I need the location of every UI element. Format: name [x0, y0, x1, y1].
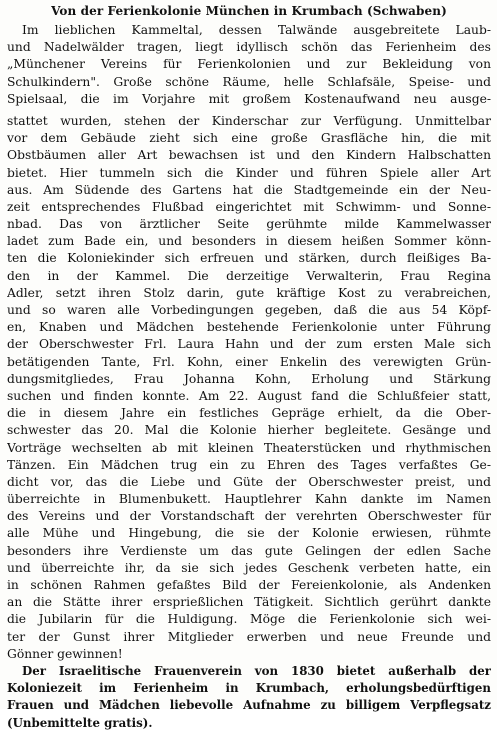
text-line: besonders ihre Verdienste um das gute Gelingen der edlen Sache: [7, 543, 491, 558]
text-line: schwester das 20. Mal die Kolonie hierher begleitete. Gesänge und: [7, 423, 491, 438]
text-line: bietet. Hier tummeln sich die Kinder und führen Spiele aller Art: [7, 165, 491, 180]
text-line: Im lieblichen Kammeltal, dessen Talwände ausgebreitete Laub-: [22, 23, 491, 37]
text-line: der Oberschwester Frl. Laura Hahn und der zum ersten Male sich: [7, 337, 491, 352]
text-line: und so waren alle Vorbedingungen gegeben, daß die aus 54 Köpf-: [7, 303, 491, 317]
paragraph-1: [7, 22, 491, 663]
text-line: betätigenden Tante, Frl. Kohn, einer Enkelin des verewigten Grün-: [7, 354, 491, 369]
text-line: zeit entsprechendes Flußbad eingerichtet mit Schwimm- und Sonne-: [7, 199, 491, 214]
paragraph-2: [7, 663, 491, 732]
text-line: Gönner gewinnen!: [7, 646, 123, 661]
text-line: den in der Kammel. Die derzeitige Verwalterin, Frau Regina: [7, 268, 491, 283]
text-line: Der Israelitische Frauenverein von 1830 bietet außerhalb der: [22, 663, 491, 678]
text-line: und überreichte ihr, da sie sich jedes Geschenk verbeten hatte, ein: [7, 560, 491, 575]
text-line: aus. Am Südende des Gartens hat die Stadtgemeinde ein der Neu-: [7, 182, 491, 197]
text-line: suchen und finden konnte. Am 22. August fand die Schlußfeier statt,: [7, 388, 491, 403]
text-line: dicht vor, das die Liebe und Güte der Oberschwester preist, und: [7, 474, 491, 489]
text-line: „Münchener Vereins für Ferienkolonien und zur Bekleidung von: [7, 57, 491, 72]
text-line: stattet wurden, stehen der Kinderschar zur Verfügung. Unmittelbar: [7, 113, 491, 128]
text-line: und Nadelwälder tragen, liegt idyllisch schön das Ferienheim des: [7, 40, 491, 55]
text-line: (Unbemittelte gratis).: [7, 715, 153, 730]
text-line: vor dem Gebäude zieht sich eine große Grasfläche hin, die mit: [7, 131, 491, 146]
text-line: en, Knaben und Mädchen bestehende Ferienkolonie unter Führung: [7, 320, 491, 335]
text-line: die in diesem Jahre ein festliches Gepräge erhielt, da die Ober-: [7, 406, 491, 421]
text-line: Vorträge wechselten ab mit kleinen Theaterstücken und rhythmischen: [7, 440, 491, 455]
text-line: ter der Gunst ihrer Mitglieder erwerben und neue Freunde und: [7, 629, 491, 644]
text-line: nbad. Das von ärztlicher Seite gerühmte milde Kammelwasser: [7, 217, 491, 232]
text-line: des Vereins und der Vorstandschaft der verehrten Oberschwester für: [7, 509, 491, 524]
text-line: in schönen Rahmen gefaßtes Bild der Fereienkolonie, als Andenken: [7, 578, 491, 592]
text-line: alle Mühe und Hingebung, die sie der Kolonie erwiesen, rühmte: [7, 526, 491, 541]
text-line: Koloniezeit im Ferienheim in Krumbach, erholungsbedürftigen: [7, 681, 491, 696]
text-line: Spielsaal, die im Vorjahre mit großem Kostenaufwand neu ausge-: [7, 91, 491, 106]
text-line: die Jubilarin für die Huldigung. Möge die Ferienkolonie sich wei-: [7, 612, 491, 627]
text-line: überreichte in Blumenbukett. Hauptlehrer Kahn dankte im Namen: [7, 492, 491, 507]
text-line: ladet zum Bade ein, und besonders in diesem heißen Sommer könn-: [7, 234, 491, 249]
text-line: Tänzen. Ein Mädchen trug ein zu Ehren des Tages verfaßtes Ge-: [7, 457, 491, 472]
text-line: dungsmitgliedes, Frau Johanna Kohn, Erholung und Stärkung: [7, 371, 491, 386]
article-body: [7, 22, 491, 732]
text-line: an die Stätte ihrer ersprießlichen Tätigkeit. Sichtlich gerührt dankte: [7, 595, 491, 610]
text-line: Adler, setzt ihren Stolz darin, gute kräftige Kost zu verabreichen,: [7, 285, 491, 300]
text-line: ten die Koloniekinder sich erfreuen und stärken, durch fleißiges Ba-: [7, 251, 491, 266]
text-line: Obstbäumen aller Art bewachsen ist und den Kindern Halbschatten: [7, 148, 491, 163]
text-line: Schulkindern". Große schöne Räume, helle Schlafsäle, Speise- und: [7, 74, 491, 89]
article-title: Von der Ferienkolonie München in Krumbach (Schwaben): [51, 4, 447, 18]
text-line: Frauen und Mädchen liebevolle Aufnahme zu billigem Verpflegsatz: [7, 698, 491, 713]
